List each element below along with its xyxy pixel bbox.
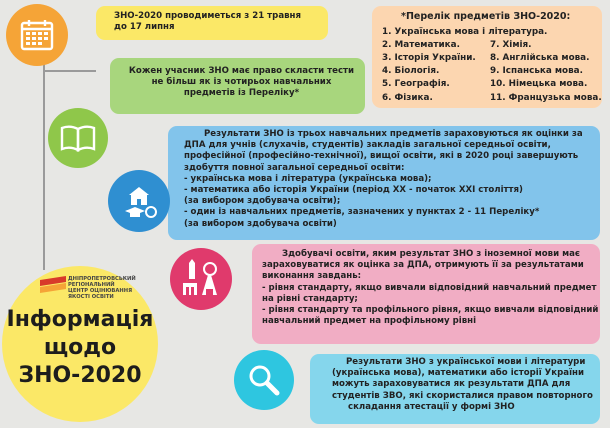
tests-box (110, 58, 365, 114)
results-line: - українська мова і література (українська мова); (184, 173, 432, 184)
results-line: Результати ЗНО із трьох навчальних предметів зараховуються як оцінки за (204, 129, 583, 139)
repeat-line: можуть зараховуватися як результати ДПА для (332, 379, 571, 390)
landmarks-circle (170, 248, 232, 310)
subject-item: 7. Хімія. (490, 40, 532, 50)
logo-line: ЯКОСТІ ОСВІТИ (68, 294, 114, 300)
school-circle (108, 170, 170, 232)
date-line-1: ЗНО-2020 проводиметься з 21 травня (114, 11, 302, 21)
foreign-line: зараховуватися як оцінка за ДПА, отримують її за результатами (262, 260, 584, 271)
magnifier-icon (247, 363, 281, 397)
tests-line: предметів із Переліку* (183, 88, 300, 99)
results-line: ДПА для учнів (слухачів, студентів) закладів загальної середньої освіти, (184, 140, 551, 151)
subject-item: 9. Іспанська мова. (490, 66, 583, 76)
tests-line: не більш як із чотирьох навчальних (151, 77, 332, 88)
book-icon (60, 124, 96, 152)
foreign-line: Здобувачі освіти, яким результат ЗНО з іноземної мови має (282, 249, 581, 259)
subject-item: 6. Фізика. (382, 93, 433, 103)
repeat-line: складання атестації у формі ЗНО (348, 401, 515, 412)
tests-line: Кожен учасник ЗНО має право скласти тести (128, 66, 355, 76)
results-line: професійної (професійно-технічної), вищої освіти, які в 2020 році завершують (184, 151, 579, 162)
subjects-title: *Перелік предметів ЗНО-2020: (401, 11, 571, 22)
results-line: - математика або історія України (період XX - початок XXI століття) (184, 185, 523, 196)
results-line: (за вибором здобувача освіти) (184, 218, 337, 229)
main-title-line: Інформація (6, 307, 154, 332)
magnifier-circle (234, 350, 294, 410)
date-line-2: до 17 липня (114, 22, 175, 33)
timeline-line (43, 60, 45, 270)
world-landmarks-icon (180, 259, 222, 299)
foreign-line: на рівні стандарту; (262, 293, 358, 304)
results-line: здобуття повної загальної середньої освіти: (184, 162, 405, 173)
subject-item: 4. Біологія. (382, 66, 440, 76)
school-graduation-icon (119, 181, 159, 221)
book-circle (48, 108, 108, 168)
subject-item: 11. Французька мова. (490, 93, 602, 103)
calendar-circle (6, 4, 68, 66)
date-box (96, 6, 328, 40)
logo-line: ДНІПРОПЕТРОВСЬКИЙ (68, 276, 136, 282)
results-box (168, 126, 600, 240)
main-title (2, 306, 158, 390)
foreign-line: - рівня стандарту, якщо вивчали відповідний навчальний предмет (262, 282, 597, 293)
repeat-line: студентів ЗВО, які скористалися правом повторного (332, 390, 593, 401)
logo-text (68, 276, 136, 300)
calendar-icon (20, 19, 54, 51)
subject-item: 5. Географія. (382, 79, 450, 89)
subject-item: 10. Німецька мова. (490, 79, 588, 89)
foreign-language-box (252, 244, 600, 344)
logo-line: ЦЕНТР ОЦІНЮВАННЯ (68, 288, 133, 294)
subject-item: 8. Англійська мова. (490, 53, 590, 63)
main-title-line: щодо (43, 335, 117, 360)
foreign-line: навчальний предмет на профільному рівні (262, 316, 477, 327)
repeat-line: Результати ЗНО з української мови і літератури (346, 357, 586, 367)
subject-item: 2. Математика. (382, 40, 460, 50)
connector-line (43, 70, 96, 72)
repeat-exam-box (310, 354, 600, 424)
subject-item: 1. Українська мова і література. (382, 27, 548, 37)
main-title-line: ЗНО-2020 (18, 363, 142, 388)
foreign-line: виконання завдань: (262, 271, 362, 282)
organization-logo (40, 276, 66, 296)
results-line: (за вибором здобувача освіти); (184, 196, 341, 207)
repeat-line: (українська мова), математики або історії України (332, 368, 584, 379)
subject-item: 3. Історія України. (382, 53, 476, 63)
results-line: - один із навчальних предметів, зазначених у пунктах 2 - 11 Переліку* (184, 207, 540, 218)
foreign-line: - рівня стандарту та профільного рівня, якщо вивчали відповідний (262, 305, 599, 316)
logo-line: РЕГІОНАЛЬНИЙ (68, 282, 115, 288)
